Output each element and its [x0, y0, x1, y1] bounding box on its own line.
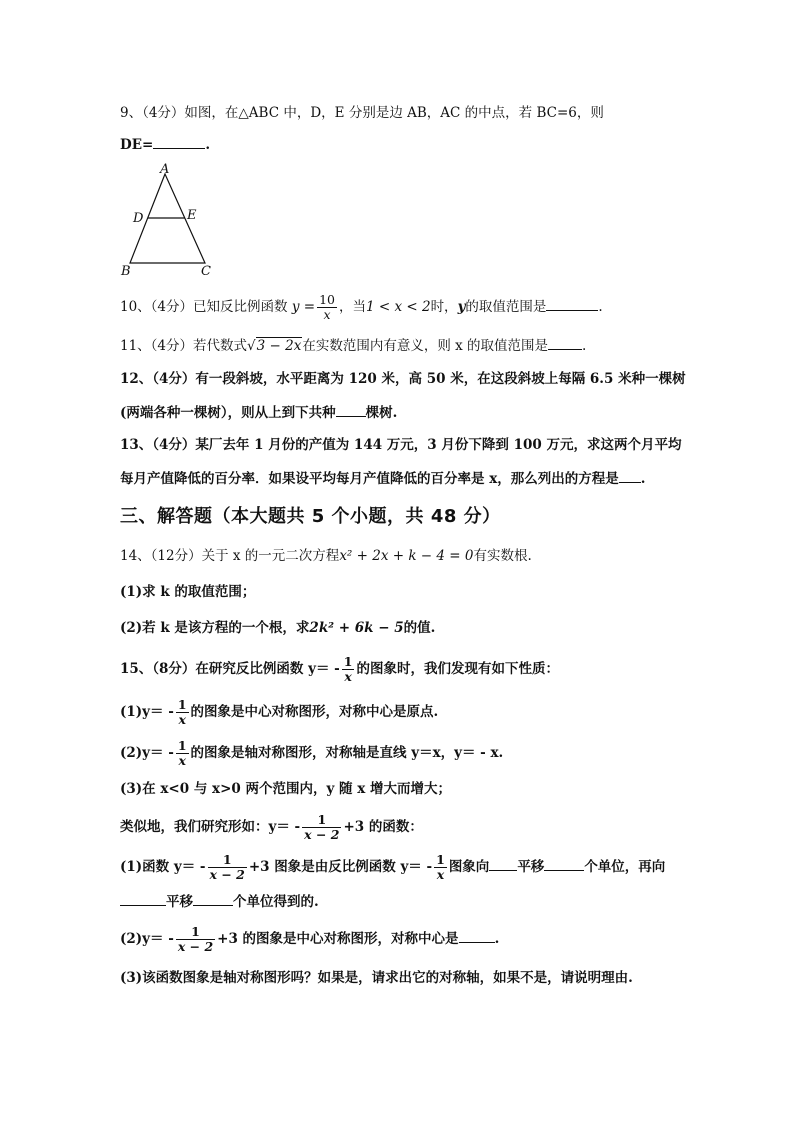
- label-c: C: [201, 264, 211, 279]
- period: .: [494, 931, 500, 947]
- q10-y-eq: y =: [291, 299, 316, 315]
- q10-mid: ，当: [338, 299, 366, 315]
- q15-s2: [120, 738, 503, 768]
- period: .: [640, 471, 646, 487]
- section-title: 三、解答题（本大题共 5 个小题，共 48 分）: [120, 506, 501, 527]
- q12-line2: [120, 403, 397, 423]
- q10-text: 10、（4分）已知反比例函数: [120, 299, 288, 315]
- q13-text: 每月产值降低的百分率．如果设平均每月产值降低的百分率是 x，那么列出的方程是: [120, 471, 619, 487]
- num: 1: [317, 812, 327, 827]
- q13-answer-blank[interactable]: [619, 469, 641, 483]
- q15-t1-blank1[interactable]: [489, 857, 517, 871]
- q12-line1: 12、（4分）有一段斜坡，水平距离为 120 米，高 50 米，在这段斜坡上每隔 6.5 米种一棵树: [120, 371, 686, 387]
- q15-t1-g: 个单位得到的.: [233, 894, 319, 910]
- q14-text: 14、（12分）关于 x 的一元二次方程: [120, 548, 340, 564]
- q15-s3: (3)在 x<0 与 x>0 两个范围内，y 随 x 增大而增大；: [120, 781, 451, 797]
- den: x − 2: [177, 939, 214, 954]
- num: 1: [191, 924, 200, 939]
- q11-post: 在实数范围内有意义，则 x 的取值范围是: [302, 338, 549, 354]
- q15-t1-frac2: [434, 853, 447, 882]
- q15-t1-f: 平移: [166, 894, 193, 910]
- q15-t1-c: 图象向: [448, 859, 490, 875]
- q14-p2-expr: 2k² + 6k − 5: [309, 620, 404, 636]
- q14-part2: [120, 618, 435, 638]
- label-a: A: [160, 162, 170, 177]
- q11-sqrt: [247, 336, 302, 356]
- q15-analog-post: +3 的函数：: [343, 819, 423, 835]
- q15-t1-a: (1)函数 y＝ -: [120, 859, 206, 875]
- num: 1: [177, 697, 187, 712]
- den: x: [176, 753, 189, 768]
- q13-line2: [120, 469, 645, 489]
- den: x − 2: [304, 827, 340, 842]
- q14: [120, 546, 532, 566]
- den: x: [176, 712, 189, 727]
- period: .: [582, 338, 587, 354]
- q15-analog: [120, 810, 423, 844]
- q14-equation: x² + 2x + k − 4 = 0: [339, 548, 474, 564]
- triangle-figure: [115, 162, 220, 280]
- q10-answer-blank[interactable]: [546, 297, 598, 311]
- q15-t1: [120, 850, 665, 884]
- q15-s1-frac: [176, 698, 189, 727]
- label-d: D: [133, 211, 144, 226]
- q15-t1-cont: [120, 892, 319, 912]
- q12-post: 棵树.: [365, 405, 398, 421]
- q10-post: 的取值范围是: [465, 299, 547, 315]
- q15-frac-1-over-x: [342, 655, 355, 684]
- q15-t2-blank[interactable]: [459, 929, 495, 943]
- num: 1: [343, 654, 353, 669]
- q15-t2-frac: [176, 925, 215, 954]
- q9-answer-blank[interactable]: [153, 135, 205, 149]
- q15-t1-blank4[interactable]: [193, 892, 233, 906]
- q15-intro-text: 15、（8分）在研究反比例函数 y＝ -: [120, 661, 340, 677]
- q10-num: 10: [319, 292, 335, 307]
- num: 1: [436, 852, 445, 867]
- q14-p2-text: (2)若 k 是该方程的一个根，求: [120, 620, 310, 636]
- q15-t1-blank2[interactable]: [544, 857, 584, 871]
- label-e: E: [187, 208, 197, 223]
- q15-t1-d: 平移: [517, 859, 545, 875]
- q15-s2-frac: [176, 739, 189, 768]
- q11-radicand: 3 − 2x: [256, 338, 302, 354]
- q15-t2-pre: (2)y＝ -: [120, 931, 174, 947]
- q15-s1-post: 的图象是中心对称图形，对称中心是原点.: [190, 704, 439, 720]
- den: x − 2: [209, 867, 245, 882]
- den: x: [342, 669, 355, 684]
- q12-text: (两端各种一棵树），则从上到下共种: [120, 405, 336, 421]
- q15-analog-frac: [302, 813, 341, 842]
- q15-s1-pre: (1)y＝ -: [120, 704, 174, 720]
- num: 1: [222, 852, 232, 867]
- q15-intro: [120, 654, 559, 684]
- q14-post: 有实数根.: [473, 548, 532, 564]
- q15-analog-pre: 类似地，我们研究形如：y＝ -: [120, 819, 301, 835]
- q15-t2-post: +3 的图象是中心对称图形，对称中心是: [217, 931, 459, 947]
- q11-answer-blank[interactable]: [548, 336, 582, 350]
- q10-den: x: [317, 307, 337, 322]
- q10: [120, 292, 603, 322]
- label-b: B: [121, 264, 131, 279]
- den: x: [434, 867, 447, 882]
- q10-cond: 1 < x < 2: [365, 299, 431, 315]
- q12-answer-blank[interactable]: [336, 403, 366, 417]
- q14-part1: (1)求 k 的取值范围；: [120, 584, 256, 600]
- q15-t1-blank3[interactable]: [120, 892, 166, 906]
- q15-t2: [120, 922, 499, 956]
- q10-mid2: 时，: [430, 299, 458, 315]
- q15-s2-post: 的图象是轴对称图形，对称轴是直线 y＝x，y＝ - x.: [190, 745, 504, 761]
- num: 1: [177, 738, 187, 753]
- q11: [120, 336, 586, 356]
- q9-line2: [120, 135, 210, 155]
- q13-line1: 13、（4分）某厂去年 1 月份的产值为 144 万元，3 月份下降到 100 万元，求这两个月平均: [120, 437, 682, 453]
- q15-t1-frac1: [208, 853, 247, 882]
- q15-t1-e: 个单位，再向: [584, 859, 666, 875]
- q10-fraction: [317, 293, 337, 322]
- period: .: [205, 137, 211, 153]
- q15-s2-pre: (2)y＝ -: [120, 745, 174, 761]
- sqrt-icon: √: [247, 338, 256, 354]
- q9-de-label: DE=: [120, 137, 154, 153]
- q15-intro-post: 的图象时，我们发现有如下性质：: [356, 661, 559, 677]
- q15-t1-b: +3 图象是由反比例函数 y＝ -: [248, 859, 433, 875]
- q15-s1: [120, 697, 438, 727]
- period: .: [598, 299, 603, 315]
- q9-line1: 9、（4分）如图，在△ABC 中，D，E 分别是边 AB，AC 的中点，若 BC=6，则: [120, 105, 604, 121]
- q10-y: y: [457, 299, 466, 315]
- q15-t3: (3)该函数图象是轴对称图形吗？如果是，请求出它的对称轴，如果不是，请说明理由.: [120, 970, 633, 986]
- q14-p2-post: 的值.: [403, 620, 436, 636]
- q11-text: 11、（4分）若代数式: [120, 338, 248, 354]
